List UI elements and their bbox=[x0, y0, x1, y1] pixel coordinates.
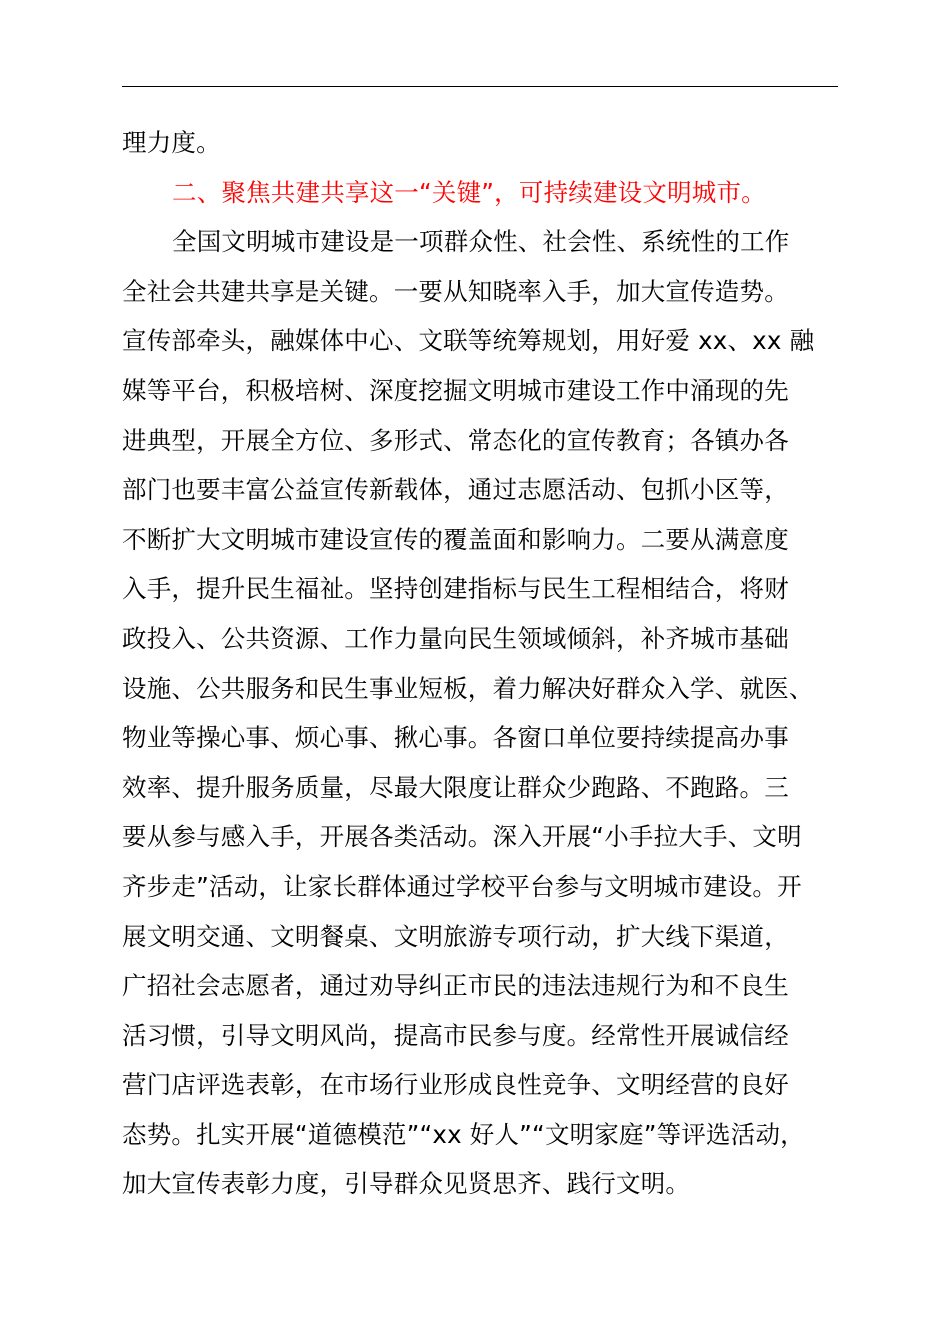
paragraph-line: 物业等操心事、烦心事、揪心事。各窗口单位要持续提高办事 bbox=[122, 723, 789, 753]
paragraph-line: 活习惯，引导文明风尚，提高市民参与度。经常性开展诚信经 bbox=[122, 1020, 789, 1050]
paragraph-line: 态势。扎实开展“道德模范”“xx 好人”“文明家庭”等评选活动， bbox=[122, 1119, 805, 1149]
document-body bbox=[122, 118, 838, 1209]
paragraph-line: 政投入、公共资源、工作力量向民生领域倾斜，补齐城市基础 bbox=[122, 623, 789, 653]
paragraph-line: 展文明交通、文明餐桌、文明旅游专项行动，扩大线下渠道， bbox=[122, 921, 789, 951]
section-heading: 二、聚焦共建共享这一“关键”，可持续建设文明城市。 bbox=[172, 177, 766, 207]
paragraph-line: 要从参与感入手，开展各类活动。深入开展“小手拉大手、文明 bbox=[122, 822, 802, 852]
paragraph-line: 宣传部牵头，融媒体中心、文联等统筹规划，用好爱 xx、xx 融 bbox=[122, 326, 815, 356]
paragraph-line: 入手，提升民生福祉。坚持创建指标与民生工程相结合，将财 bbox=[122, 574, 789, 604]
paragraph-line: 加大宣传表彰力度，引导群众见贤思齐、践行文明。 bbox=[122, 1169, 691, 1199]
paragraph-line: 媒等平台，积极培树、深度挖掘文明城市建设工作中涌现的先 bbox=[122, 375, 789, 405]
paragraph-line: 营门店评选表彰，在市场行业形成良性竞争、文明经营的良好 bbox=[122, 1070, 789, 1100]
paragraph-line: 效率、提升服务质量，尽最大限度让群众少跑路、不跑路。三 bbox=[122, 772, 789, 802]
paragraph-line: 部门也要丰富公益宣传新载体，通过志愿活动、包抓小区等， bbox=[122, 475, 789, 505]
paragraph-line: 齐步走”活动，让家长群体通过学校平台参与文明城市建设。开 bbox=[122, 871, 802, 901]
paragraph-line: 设施、公共服务和民生事业短板，着力解决好群众入学、就医、 bbox=[122, 673, 814, 703]
paragraph-line: 理力度。 bbox=[122, 128, 221, 157]
paragraph-line: 进典型，开展全方位、多形式、常态化的宣传教育；各镇办各 bbox=[122, 425, 789, 455]
paragraph-line: 全国文明城市建设是一项群众性、社会性、系统性的工作 bbox=[172, 227, 790, 257]
paragraph-line: 不断扩大文明城市建设宣传的覆盖面和影响力。二要从满意度 bbox=[122, 524, 789, 554]
paragraph-line: 全社会共建共享是关键。一要从知晓率入手，加大宣传造势。 bbox=[122, 276, 789, 306]
paragraph-line: 广招社会志愿者，通过劝导纠正市民的违法违规行为和不良生 bbox=[122, 971, 789, 1001]
header-rule bbox=[122, 86, 838, 87]
